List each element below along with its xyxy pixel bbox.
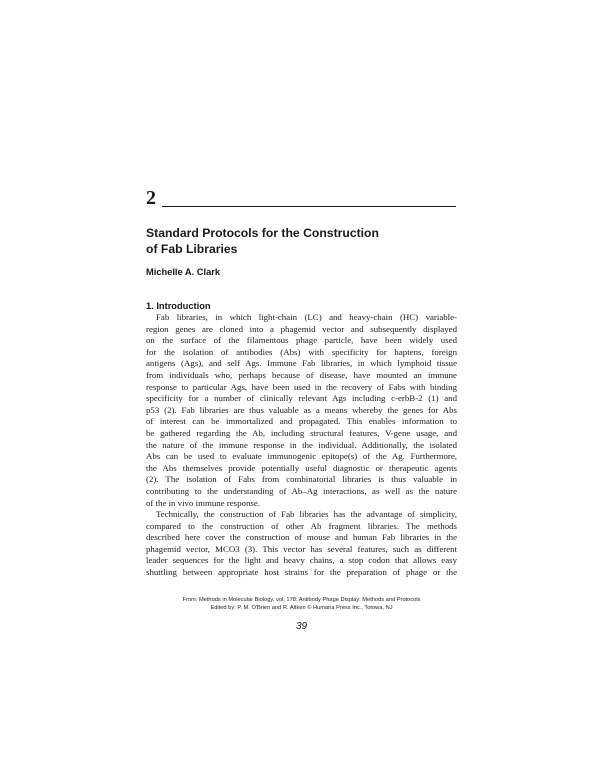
body-line: the nature of the immune response in the individual. Additionally, the isolated — [146, 439, 457, 450]
chapter-header — [146, 187, 456, 209]
chapter-rule — [162, 206, 456, 207]
body-line: region genes are cloned into a phagemid vector and subsequently displayed — [146, 323, 457, 334]
footnote-line: From: Methods in Molecular Biology, vol. 178: Antibody Phage Display: Methods and Protocols — [182, 597, 421, 603]
body-line: Technically, the construction of Fab libraries has the advantage of simplicity, — [156, 509, 457, 520]
body-line: from individuals who, perhaps because of disease, have mounted an immune — [146, 369, 457, 380]
section-heading: 1. Introduction — [146, 301, 211, 311]
chapter-title — [146, 226, 466, 257]
body-line: p53 (2). Fab libraries are thus valuable as a means whereby the genes for Abs — [146, 404, 457, 415]
body-line: of interest can be immortalized and propagated. This enables information to — [146, 416, 457, 427]
body-line: leader sequences for the light and heavy chains, a stop codon that allows easy — [146, 555, 457, 566]
body-line: (2). The isolation of Fabs from combinatorial libraries is thus valuable in — [146, 474, 457, 485]
footnote-line: Edited by: P. M. O'Brien and R. Aitken © Humana Press Inc., Totowa, NJ — [210, 604, 393, 611]
body-line: antigens (Ags), and self Ags. Immune Fab libraries, in which lymphoid tissue — [146, 358, 457, 369]
body-line: shuttling between appropriate host strains for the preparation of phage or the — [146, 567, 457, 578]
body-line: specificity for a number of clinically relevant Ags including c-erbB-2 (1) and — [146, 393, 457, 404]
chapter-number: 2 — [146, 187, 156, 209]
body-line: response to particular Ags, have been used in the recovery of Fabs with binding — [146, 381, 457, 392]
source-footnote — [146, 597, 457, 612]
body-text — [146, 312, 457, 579]
body-line: phagemid vector, MCO3 (3). This vector has several features, such as different — [146, 543, 457, 554]
body-line: described here cover the construction of mouse and human Fab libraries in the — [146, 532, 457, 543]
author-name: Michelle A. Clark — [146, 267, 221, 277]
body-line: on the surface of the filamentous phage particle, have been widely used — [146, 335, 457, 346]
body-line: compared to the construction of other Ab fragment libraries. The methods — [146, 520, 457, 531]
body-line: be gathered regarding the Ab, including structural features, V-gene usage, and — [146, 427, 457, 438]
body-line: contributing to the understanding of Ab–Ag interactions, as well as the nature — [146, 485, 457, 496]
title-line: Standard Protocols for the Construction — [146, 226, 379, 240]
body-line: for the isolation of antibodies (Abs) with specificity for haptens, foreign — [146, 346, 457, 357]
body-line: Fab libraries, in which light-chain (LC) and heavy-chain (HC) variable- — [156, 312, 457, 322]
title-line: of Fab Libraries — [146, 241, 238, 256]
body-line: the Abs themselves provide potentially useful diagnostic or therapeutic agents — [146, 462, 457, 473]
body-line: Abs can be used to evaluate immunogenic epitope(s) of the Ag. Furthermore, — [146, 451, 457, 462]
body-line: of the in vivo immune response. — [146, 497, 260, 508]
page-number: 39 — [295, 621, 308, 632]
